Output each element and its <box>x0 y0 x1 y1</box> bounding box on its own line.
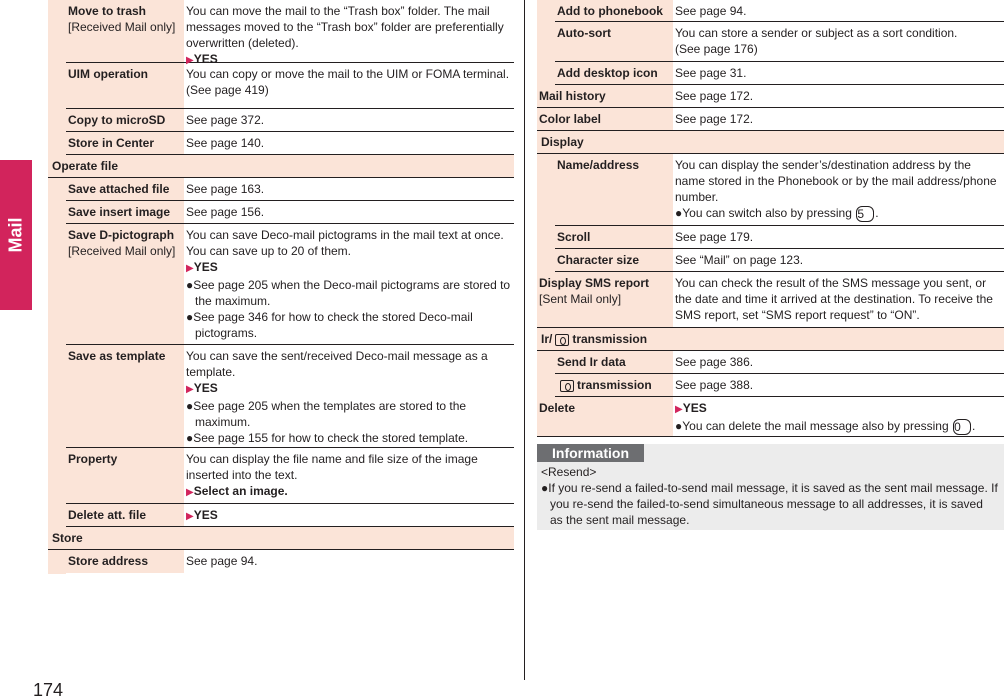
menu-row-scroll: Scroll See page 179. <box>537 226 1004 249</box>
menu-row-store-in-center: Store in Center See page 140. <box>48 132 514 155</box>
ir-icon <box>555 334 569 346</box>
menu-row-send-ir-data: Send Ir data See page 386. <box>537 351 1004 374</box>
menu-row-mail-history: Mail history See page 172. <box>537 85 1004 108</box>
information-bullet: ●If you re-send a failed-to-send mail message, it is saved as the sent mail message. If you re-send the failed-to-send simultaneous message to all addresses, it is saved as the sent mail message. <box>541 481 998 527</box>
group-operate-file: Operate file <box>48 155 514 178</box>
group-ir-transmission: Ir/ transmission <box>537 328 1004 351</box>
group-display: Display <box>537 131 1004 154</box>
section-tab <box>0 160 32 310</box>
left-column <box>48 0 514 573</box>
menu-row-save-insert-image: Save insert image See page 156. <box>48 201 514 224</box>
ic-transmission-icon <box>560 380 574 392</box>
key-0-icon: 0 <box>953 419 971 435</box>
page-number: 174 <box>33 680 64 697</box>
section-tab-label: Mail <box>5 217 26 253</box>
information-heading: <Resend> <box>541 465 597 479</box>
menu-row-move-to-trash: Move to trash [Received Mail only] You can move the mail to the “Trash box” folder. The mail messages moved to the “Trash box” folder are preferentially overwritten (deleted). ▶YES <box>48 0 514 63</box>
menu-row-property: Property You can display the file name and file size of the image inserted into the text. ▶Select an image. <box>48 448 514 504</box>
menu-row-uim-operation: UIM operation You can copy or move the mail to the UIM or FOMA terminal. (See page 419) <box>48 63 514 109</box>
menu-row-name-address: Name/address You can display the sender’s/destination address by the name stored in the Phonebook or by the mail address/phone number. ●You can switch also by pressing 5 . <box>537 154 1004 226</box>
information-title: Information <box>537 444 644 462</box>
menu-row-save-d-pictograph: Save D-pictograph [Received Mail only] You can save Deco-mail pictograms in the mail text at once. You can save up to 20 of them. ▶YES ●See page 205 when the Deco-mail pictograms are stored to the maximum. ●See page 346 for how to check the stored Deco-mail pictograms. <box>48 224 514 345</box>
menu-row-delete: Delete ▶YES ●You can delete the mail message also by pressing 0 . <box>537 397 1004 437</box>
menu-row-color-label: Color label See page 172. <box>537 108 1004 131</box>
menu-row-copy-to-microsd: Copy to microSD See page 372. <box>48 109 514 132</box>
menu-row-add-desktop-icon: Add desktop icon See page 31. <box>537 62 1004 85</box>
key-5-icon: 5 <box>856 206 874 222</box>
menu-row-display-sms-report: Display SMS report [Sent Mail only] You can check the result of the SMS message you sent, or the date and time it arrived at the destination. To receive the SMS report, set “SMS report request” to “ON”. <box>537 272 1004 328</box>
menu-row-delete-att-file: Delete att. file ▶YES <box>48 504 514 527</box>
menu-row-auto-sort: Auto-sort You can store a sender or subject as a sort condition. (See page 176) <box>537 22 1004 62</box>
menu-row-store-address: Store address See page 94. <box>48 550 514 573</box>
column-divider <box>524 0 525 680</box>
information-box <box>537 444 1004 530</box>
right-column <box>537 0 1004 437</box>
menu-row-save-as-template: Save as template You can save the sent/received Deco-mail message as a template. ▶YES ●See page 205 when the templates are stored to the maximum. ●See page 155 for how to check the stored template. <box>48 345 514 448</box>
menu-row-ic-transmission: transmission See page 388. <box>537 374 1004 397</box>
menu-row-save-attached-file: Save attached file See page 163. <box>48 178 514 201</box>
group-store: Store <box>48 527 514 550</box>
menu-row-add-to-phonebook: Add to phonebook See page 94. <box>537 0 1004 22</box>
menu-row-character-size: Character size See “Mail” on page 123. <box>537 249 1004 272</box>
